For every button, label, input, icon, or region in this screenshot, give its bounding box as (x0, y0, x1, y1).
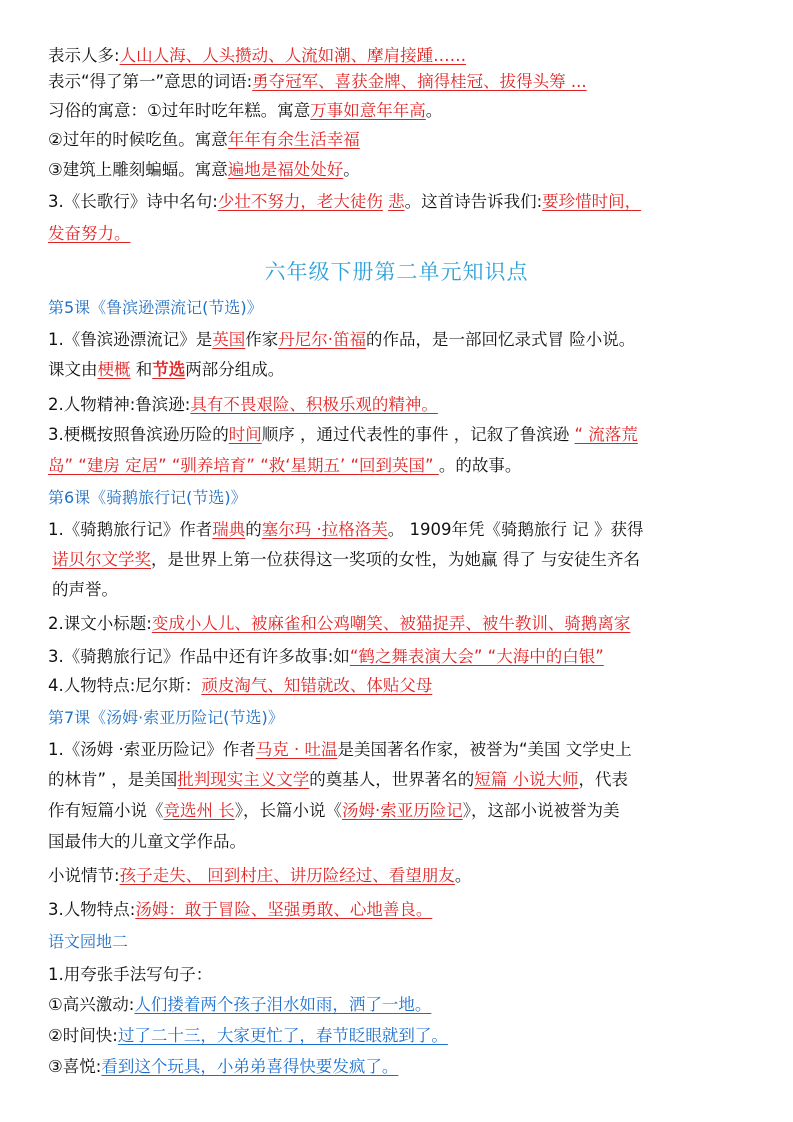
line-first-place-words (48, 70, 747, 94)
lesson5-item3-line2 (48, 454, 747, 478)
answer-text: 英国 (212, 330, 246, 349)
prompt-text: 1.《汤姆 ·索亚历险记》作者 (48, 740, 256, 759)
garden-heading: 语文园地二 (48, 932, 129, 951)
answer-text: 遍地是福处处好 (227, 160, 344, 179)
answer-text: 瑞典 (212, 520, 246, 539)
prompt-text: ③喜悦: (48, 1057, 102, 1076)
garden-item3 (48, 1024, 747, 1048)
page-title: 六年级下册第二单元知识点 (264, 260, 529, 284)
answer-text: 过了二十三，大家更忙了，春节眨眼就到了。 (117, 1026, 448, 1045)
line-poem-cont (48, 222, 747, 246)
prompt-text: 2.人物精神:鲁滨逊: (48, 395, 191, 414)
garden-item2 (48, 993, 747, 1017)
prompt-text: 1.《骑鹅旅行记》作者 (48, 520, 213, 539)
answer-text: 年年有余生活幸福 (227, 130, 360, 149)
lesson7-item1-line2 (48, 768, 747, 792)
lesson7-item2 (48, 864, 747, 888)
prompt-text: 小说情节: (48, 866, 120, 885)
answer-text: 万事如意年年高 (310, 101, 426, 120)
prompt-text: 2.课文小标题: (48, 614, 152, 633)
prompt-text: ，代表 (578, 770, 629, 789)
answer-text: 发奋努力。 (48, 224, 131, 243)
prompt-text: 的作品，是一部回忆录式冒 险小说。 (366, 330, 636, 349)
answer-text: 节选 (152, 360, 186, 379)
lesson5-heading: 第5课《鲁滨逊漂流记(节选)》 (48, 298, 263, 317)
answer-text: 短篇 小说大师 (474, 770, 579, 789)
prompt-text: 是美国著名作家，被誉为“美国 文学史上 (337, 740, 632, 759)
prompt-text: 3.梗概按照鲁滨逊历险的 (48, 425, 229, 444)
prompt-text: 作有短篇小说《 (48, 801, 164, 820)
lesson5-item3-line1 (48, 423, 747, 447)
answer-text: 人山人海、人头攒动、人流如潮、摩肩接踵…… (119, 46, 467, 65)
answer-text: 马克 · 吐温 (255, 740, 338, 759)
answer-text: 变成小人儿、被麻雀和公鸡嘲笑、被猫捉弄、被牛教训、骑鹅离家 (151, 614, 631, 633)
line-poem (48, 190, 747, 214)
answer-text: 人们搂着两个孩子泪水如雨，洒了一地。 (134, 995, 432, 1014)
lesson6-item2 (48, 612, 747, 636)
prompt-text: ②时间快: (48, 1026, 118, 1045)
answer-text: 岛” “建房 定居” “驯养培育” “救‘星期五’ “回到英国” (48, 456, 439, 475)
punct-text: 。 (343, 160, 360, 179)
lesson6-heading: 第6课《骑鹅旅行记(节选)》 (48, 488, 247, 507)
lesson6-item4 (48, 674, 747, 698)
answer-text: 时间 (228, 425, 262, 444)
prompt-text: 表示“得了第一”意思的词语: (48, 72, 253, 91)
prompt-text: 作家 (245, 330, 279, 349)
lesson7-item1-line1 (48, 738, 747, 762)
lesson6-item3 (48, 645, 747, 669)
answer-text: 悲 (388, 192, 405, 211)
lesson5-item2 (48, 393, 747, 417)
prompt-text: 4.人物特点:尼尔斯： (48, 676, 202, 695)
prompt-text: 习俗的寓意：①过年时吃年糕。寓意 (48, 101, 311, 120)
lesson6-item1-line1 (48, 518, 747, 542)
prompt-text: 。的故事。 (438, 456, 522, 475)
prompt-text: 3.《骑鹅旅行记》作品中还有许多故事:如 (48, 647, 350, 666)
lesson6-item1-line2 (52, 548, 747, 572)
prompt-text: ，是世界上第一位获得这一奖项的女性，为她赢 得了 与安徒生齐名 (151, 550, 640, 569)
prompt-text: 。这首诗告诉我们: (404, 192, 543, 211)
lesson7-item1-line4 (48, 830, 747, 854)
prompt-text: 课文由 (48, 360, 98, 379)
answer-text: 看到这个玩具，小弟弟喜得快要发疯了。 (101, 1057, 399, 1076)
prompt-text: ①高兴激动: (48, 995, 135, 1014)
answer-text: 丹尼尔·笛福 (278, 330, 366, 349)
punct-text: 。 (454, 866, 472, 885)
prompt-text: ②过年的时候吃鱼。寓意 (48, 130, 228, 149)
answer-text: 梗概 (97, 360, 131, 379)
garden-item4 (48, 1055, 747, 1079)
line-custom-3 (48, 158, 747, 182)
line-custom-2 (48, 128, 747, 152)
answer-text: 顽皮淘气、知错就改、体贴父母 (201, 676, 433, 695)
prompt-text: 国最伟大的儿童文学作品。 (48, 832, 246, 851)
answer-text: 汤姆·索亚历险记 (342, 801, 463, 820)
prompt-text: 。 1909年凭《骑鹅旅行 记 》获得 (387, 520, 644, 539)
lesson6-item1-line3 (52, 578, 747, 602)
answer-text: 批判现实主义文学 (177, 770, 310, 789)
prompt-text: 的奠基人，世界著名的 (309, 770, 475, 789)
lesson7-heading: 第7课《汤姆·索亚历险记(节选)》 (48, 708, 284, 727)
garden-item1: 1.用夸张手法写句子： (48, 965, 213, 984)
answer-text: 勇夺冠军、喜获金牌、摘得桂冠、拔得头筹 ... (252, 72, 587, 91)
answer-text: 具有不畏艰险、积极乐观的精神。 (190, 395, 438, 414)
answer-text: 少壮不努力，老大徒伤 (217, 192, 383, 211)
lesson5-item1-line2 (48, 358, 747, 382)
prompt-text: 和 (130, 360, 153, 379)
prompt-text: 的声誉。 (52, 580, 118, 599)
prompt-text: 的 (245, 520, 262, 539)
answer-text: 诺贝尔文学奖 (52, 550, 151, 569)
lesson5-item1-line1 (48, 328, 747, 352)
punct-text: 。 (425, 101, 443, 120)
answer-text: 竞选州 长 (163, 801, 235, 820)
answer-text: 要珍惜时间， (542, 192, 642, 211)
prompt-text: 》，长篇小说《 (234, 801, 342, 820)
answer-text: 塞尔玛 ·拉格洛芙 (261, 520, 388, 539)
prompt-text: 两部分组成。 (185, 360, 285, 379)
prompt-text: ③建筑上雕刻蝙蝠。寓意 (48, 160, 228, 179)
prompt-text: 的林肯” ，是美国 (48, 770, 178, 789)
lesson7-item3 (48, 898, 747, 922)
prompt-text: 表示人多: (48, 46, 120, 65)
answer-text: “鹤之舞表演大会” “大海中的白银” (349, 647, 604, 666)
answer-text: 孩子走失、 回到村庄、讲历险经过、看望朋友 (119, 866, 455, 885)
prompt-text: 顺序 ，通过代表性的事件 ，记叙了鲁滨逊 (261, 425, 575, 444)
prompt-text: 3.人物特点: (48, 900, 136, 919)
line-crowd-words (48, 44, 747, 68)
prompt-text: 1.《鲁滨逊漂流记》是 (48, 330, 213, 349)
answer-text: 汤姆：敢于冒险、坚强勇敢、心地善良。 (135, 900, 433, 919)
answer-text: “ 流落荒 (574, 425, 638, 444)
line-custom-1 (48, 99, 747, 123)
lesson7-item1-line3 (48, 799, 747, 823)
prompt-text: 》，这部小说被誉为美 (462, 801, 620, 820)
prompt-text: 3.《长歌行》诗中名句: (48, 192, 218, 211)
